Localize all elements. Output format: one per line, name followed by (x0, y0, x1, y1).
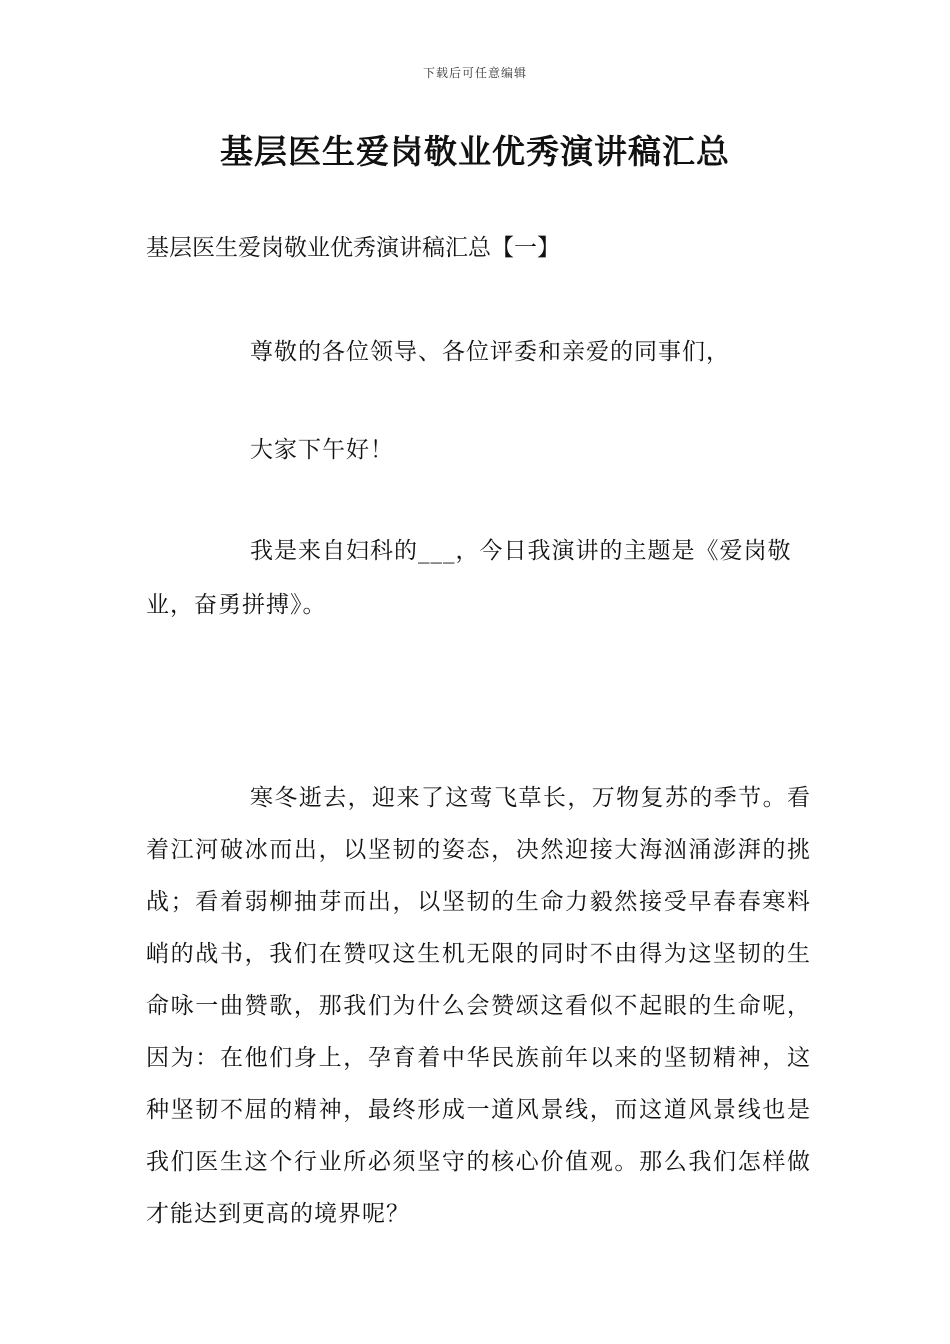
header-note: 下载后可任意编辑 (422, 66, 527, 80)
intro-paragraph: 我是来自妇科的___，今日我演讲的主题是《爱岗敬业，奋勇拼搏》。 (146, 538, 792, 618)
body-paragraph: 寒冬逝去，迎来了这莺飞草长，万物复苏的季节。看着江河破冰而出，以坚韧的姿态，决然迎接大海汹涌澎湃的挑战；看着弱柳抽芽而出，以坚韧的生命力毅然接受早春春寒料峭的战书，我们在赞叹这生机无限的同时不由得为这坚韧的生命咏一曲赞歌，那我们为什么会赞颂这看似不起眼的生命呢，因为：在他们身上，孕育着中华民族前年以来的坚韧精神，这种坚韧不屈的精神，最终形成一道风景线，而这道风景线也是我们医生这个行业所必须坚守的核心价值观。那么我们怎样做才能达到更高的境界呢？ (146, 785, 811, 1227)
document-title: 基层医生爱岗敬业优秀演讲稿汇总 (220, 132, 730, 171)
section-heading: 基层医生爱岗敬业优秀演讲稿汇总【一】 (146, 235, 560, 261)
greeting-paragraph: 尊敬的各位领导、各位评委和亲爱的同事们， (250, 339, 730, 365)
hello-paragraph: 大家下午好！ (250, 437, 394, 463)
